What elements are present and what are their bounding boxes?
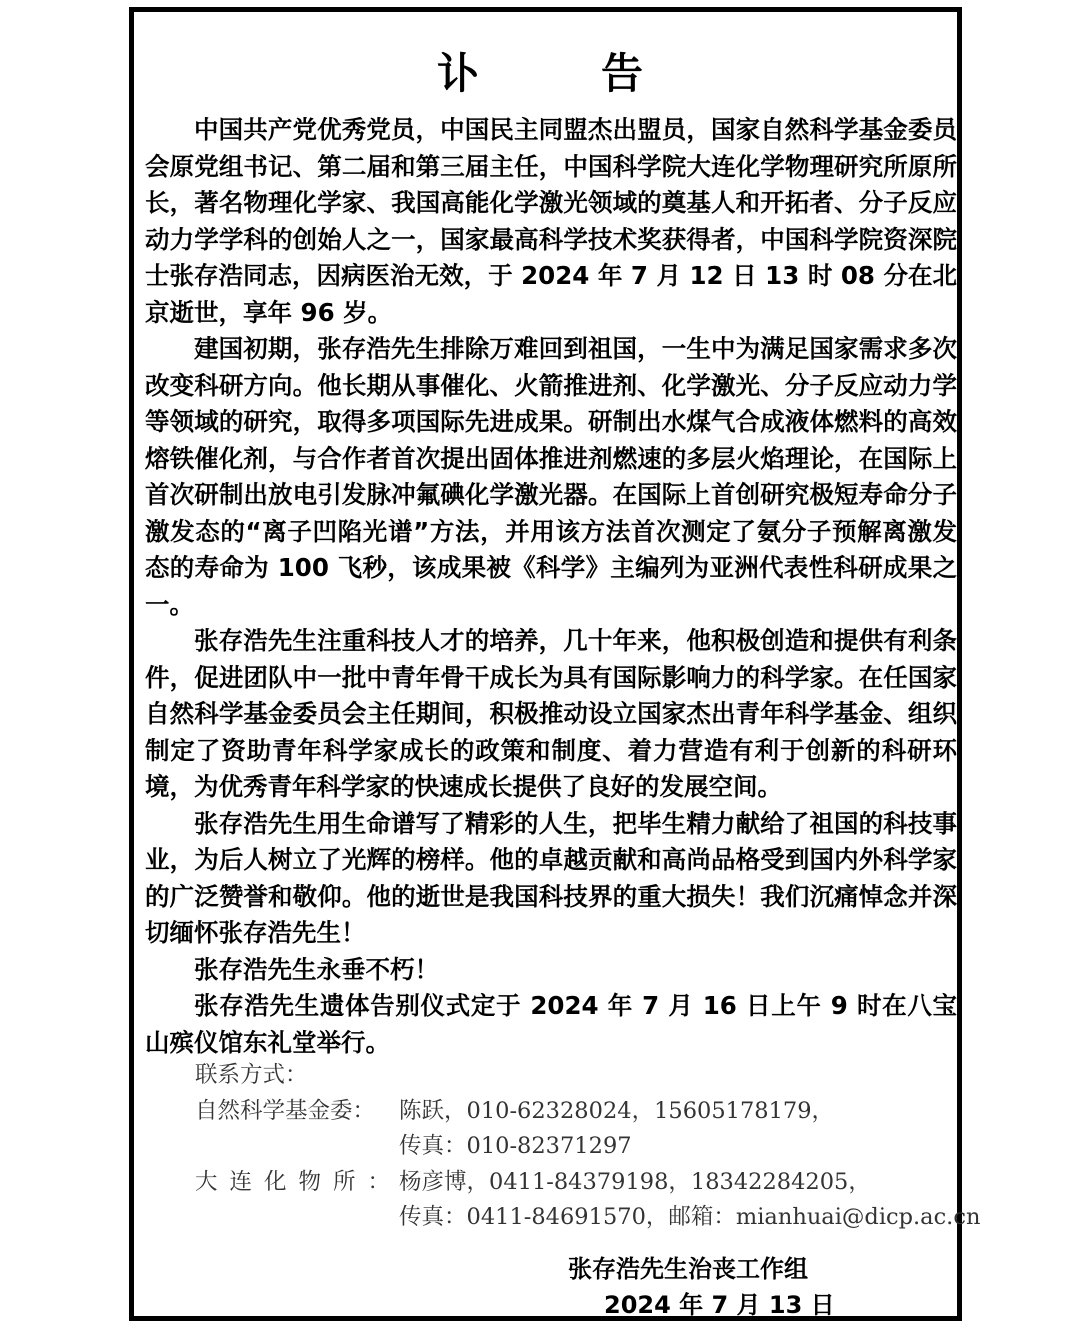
obituary-title: 讣 告 xyxy=(436,49,683,98)
contact-nsfc-label: 自然科学基金委： xyxy=(195,1097,376,1124)
paragraph-ceremony: 张存浩先生遗体告别仪式定于 2024 年 7 月 16 日上午 9 时在八宝山殡仪馆东礼堂举行。 xyxy=(145,991,957,1057)
contact-nsfc-row xyxy=(195,1094,965,1130)
contact-nsfc-phone: 陈跃，010-62328024，15605178179， xyxy=(399,1097,835,1124)
contact-heading-row xyxy=(195,1058,965,1094)
paragraph-research: 建国初期，张存浩先生排除万难回到祖国，一生中为满足国家需求多次改变科研方向。他长期从事催化、火箭推进剂、化学激光、分子反应动力学等领域的研究，取得多项国际先进成果。研制出水煤气合成液体燃料的高效熔铁催化剂，与合作者首次提出固体推进剂燃速的多层火焰理论，在国际上首次研制出放电引发脉冲氟碘化学激光器。在国际上首创研究极短寿命分子激发态的“离子凹陷光谱”方法，并用该方法首次测定了氨分子预解离激发态的寿命为 100 飞秒，该成果被《科学》主编列为亚洲代表性科研成果之一。 xyxy=(145,334,957,619)
contact-heading: 联系方式： xyxy=(195,1062,308,1088)
paragraph-talent: 张存浩先生注重科技人才的培养，几十年来，他积极创造和提供有利条件，促进团队中一批中青年骨干成长为具有国际影响力的科学家。在任国家自然科学基金委员会主任期间，积极推动设立国家杰出青年科学基金、组织制定了资助青年科学家成长的政策和制度、着力营造有利于创新的科研环境，为优秀青年科学家的快速成长提供了良好的发展空间。 xyxy=(145,626,957,801)
paragraph-tribute: 张存浩先生用生命谱写了精彩的人生，把毕生精力献给了祖国的科技事业，为后人树立了光辉的榜样。他的卓越贡献和高尚品格受到国内外科学家的广泛赞誉和敬仰。他的逝世是我国科技界的重大损失！我们沉痛悼念并深切缅怀张存浩先生！ xyxy=(145,808,957,947)
paragraph-eternal: 张存浩先生永垂不朽！ xyxy=(194,954,439,984)
contact-dicp-row xyxy=(195,1165,965,1201)
signature-date: 2024 年 7 月 13 日 xyxy=(604,1291,835,1319)
contact-indent xyxy=(195,1129,399,1165)
contact-dicp-label: 大连化物所： xyxy=(195,1168,403,1195)
contact-section xyxy=(195,1058,981,1236)
contact-dicp-fax-email: 传真：0411-84691570，邮箱：mianhuai@dicp.ac.cn xyxy=(399,1204,981,1230)
contact-dicp-fax-row xyxy=(195,1200,981,1236)
obituary-body xyxy=(145,112,957,1061)
signature-org: 张存浩先生治丧工作组 xyxy=(568,1255,808,1283)
paragraph-biography: 中国共产党优秀党员，中国民主同盟杰出盟员，国家自然科学基金委员会原党组书记、第二届和第三届主任，中国科学院大连化学物理研究所原所长，著名物理化学家、我国高能化学激光领域的奠基人和开拓者、分子反应动力学学科的创始人之一，国家最高科学技术奖获得者，中国科学院资深院士张存浩同志，因病医治无效，于 2024 年 7 月 12 日 13 时 08 分在北京逝世，享年 96 岁。 xyxy=(145,115,957,327)
contact-indent xyxy=(195,1200,399,1236)
contact-nsfc-fax-row xyxy=(195,1129,965,1165)
contact-nsfc-fax: 传真：010-82371297 xyxy=(399,1133,632,1159)
contact-dicp-phone: 杨彦博，0411-84379198，18342284205， xyxy=(399,1168,871,1195)
